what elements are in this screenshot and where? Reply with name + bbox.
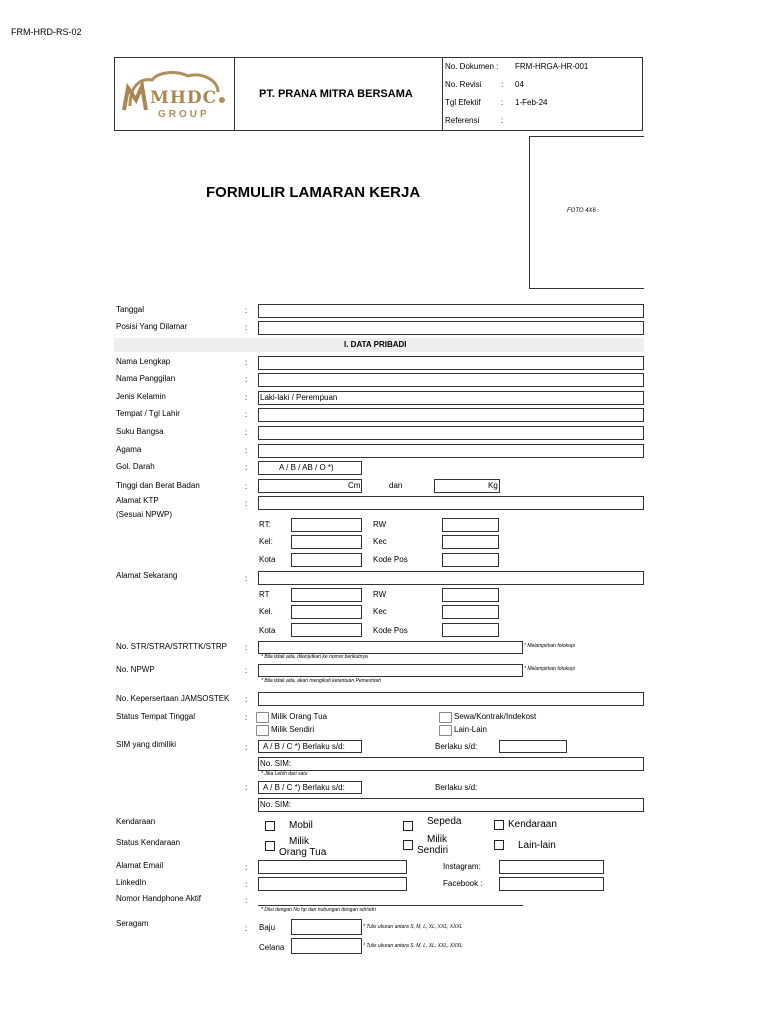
label-nama-panggilan: Nama Panggilan [116,374,176,383]
ktp-rw-input[interactable] [442,518,499,532]
option-kendaraan-sendiri-1: Milik [427,834,447,845]
label-str: No. STR/STRA/STRTTK/STRP [116,642,227,651]
ktp-kodepos-input[interactable] [442,553,499,567]
nama-panggilan-input[interactable] [258,373,644,387]
now-kec-input[interactable] [442,605,499,619]
str-fotokopi-note: * Melampirkan fotokopi [524,643,575,649]
checkbox-kendaraan-sendiri[interactable] [403,840,413,850]
celana-size-note: * Tulis ukuran antara S, M, L, XL, XXL, XXXL [363,943,463,949]
label-linkedin: LinkedIn [116,878,147,887]
baju-size-note: * Tulis ukuran antara S, M, L, XL, XXL, XXXL [363,924,463,930]
colon: : [245,499,248,508]
label-berlaku: Berlaku s/d: [435,742,478,751]
option-sewa: Sewa/Kontrak/Indekost [454,712,537,721]
option-kendaraan-lain: Lain-lain [518,840,556,851]
label-facebook: Facebook : [443,879,483,888]
now-rw-input[interactable] [442,588,499,602]
sim-type-field-2[interactable] [258,781,362,794]
baju-input[interactable] [291,919,362,935]
meta-label-dokumen: No. Dokumen : [445,62,499,71]
option-lain: Lain-Lain [454,725,487,734]
label-rt: RT [259,590,270,599]
colon: : [245,924,248,933]
instagram-input[interactable] [499,860,604,874]
meta-label-efektif: Tgl Efektif [445,98,481,107]
npwp-fotokopi-note: * Melampirkan fotokopi [524,666,575,672]
label-jenis-kelamin: Jenis Kelamin [116,392,166,401]
label-baju: Baju [259,923,276,932]
sim-type-field-1[interactable] [258,740,362,753]
photo-box[interactable] [529,136,644,289]
sim-berlaku-input-1[interactable] [499,740,567,753]
colon: : [245,713,248,722]
sim-type-text: A / B / C *) Berlaku s/d: [263,742,345,751]
label-berlaku: Berlaku s/d: [435,783,478,792]
label-ttl: Tempat / Tgl Lahir [116,409,180,418]
colon: : [245,428,248,437]
now-rt-input[interactable] [291,588,362,602]
suku-input[interactable] [258,426,644,440]
company-logo [118,66,230,124]
alamat-sekarang-input[interactable] [258,571,644,585]
nama-lengkap-input[interactable] [258,356,644,370]
form-code: FRM-HRD-RS-02 [11,27,82,37]
label-hp: Nomor Handphone Aktif [116,894,201,903]
checkbox-mobil[interactable] [265,821,275,831]
gol-darah-field[interactable] [258,461,362,475]
npwp-input[interactable] [258,664,523,677]
colon: : [245,643,248,652]
label-email: Alamat Email [116,861,164,870]
label-posisi: Posisi Yang Dilamar [116,322,188,331]
colon: : [245,880,248,889]
jenis-kelamin-field[interactable] [258,391,644,405]
logo-subtext: GROUP [158,109,210,120]
colon: : [245,666,248,675]
checkbox-kendaraan[interactable] [494,820,504,830]
logo-text: MHDC [150,88,218,108]
now-kota-input[interactable] [291,623,362,637]
option-sepeda: Sepeda [427,816,462,827]
label-kel: Kel. [259,607,273,616]
label-rt: RT: [259,520,271,529]
label-dan: dan [389,481,403,490]
label-status-tinggal: Status Tempat Tinggal [116,712,196,721]
header-table [114,57,643,131]
colon: : [245,695,248,704]
colon: : [245,410,248,419]
posisi-input[interactable] [258,321,644,335]
hp-note: * Diisi dengan No hp dan hubungan dengan sdr/sdri [261,907,376,913]
label-nama-lengkap: Nama Lengkap [116,357,171,366]
ktp-kota-input[interactable] [291,553,362,567]
label-kode-pos: Kode Pos [373,555,408,564]
label-instagram: Instagram: [443,862,481,871]
ttl-input[interactable] [258,408,644,422]
now-kodepos-input[interactable] [442,623,499,637]
tanggal-input[interactable] [258,304,644,318]
colon: : [245,783,248,792]
option-milik-ortu: Milik Orang Tua [271,712,328,721]
option-kendaraan-sendiri-2: Sendiri [417,845,449,856]
str-note: * Bila tidak ada, dilanjutkan ke nomor berikutnya [261,654,368,660]
meta-value-revisi: 04 [515,80,524,89]
no-sim-field-1[interactable] [258,757,644,771]
facebook-input[interactable] [499,877,604,891]
sim-type-text: A / B / C *) Berlaku s/d: [263,783,345,792]
checkbox-milik-sendiri[interactable] [256,725,269,736]
colon: : [245,393,248,402]
option-kendaraan-ortu-2: Orang Tua [279,847,327,858]
checkbox-kendaraan-lain[interactable] [494,840,504,850]
meta-label-referensi: Referensi [445,116,480,125]
label-seragam: Seragam [116,919,149,928]
checkbox-lain[interactable] [439,725,452,736]
option-kendaraan: Kendaraan [508,819,557,830]
colon: : [245,463,248,472]
label-status-kendaraan: Status Kendaraan [116,838,181,847]
sim-note: * Jika Lebih dari satu [261,771,308,777]
now-kel-input[interactable] [291,605,362,619]
str-input[interactable] [258,641,523,654]
ktp-kel-input[interactable] [291,535,362,549]
celana-input[interactable] [291,938,362,954]
label-alamat-ktp: Alamat KTP [116,496,159,505]
meta-sep: : [501,116,504,125]
tinggi-input[interactable] [258,479,362,493]
label-alamat-sekarang: Alamat Sekarang [116,571,178,580]
no-sim-field-2[interactable] [258,798,644,812]
berat-input[interactable] [434,479,500,493]
label-kel: Kel: [259,537,273,546]
meta-sep: : [501,98,504,107]
option-mobil: Mobil [289,820,313,831]
label-sim: SIM yang dimiliki [116,740,177,749]
npwp-note: * Bila tidak ada, akan mengikuti ketentuan Pemerintah [261,678,382,684]
colon: : [245,446,248,455]
meta-label-revisi: No. Revisi [445,80,482,89]
section-data-pribadi [114,338,644,352]
jamsostek-input[interactable] [258,692,644,706]
no-sim-label: No. SIM: [260,759,292,768]
colon: : [245,863,248,872]
colon: : [245,743,248,752]
colon: : [245,896,248,905]
form-title: FORMULIR LAMARAN KERJA [206,184,421,201]
label-tinggi-berat: Tinggi dan Berat Badan [116,481,200,490]
company-name: PT. PRANA MITRA BERSAMA [259,88,413,100]
no-sim-label: No. SIM: [260,800,292,809]
colon: : [245,482,248,491]
agama-input[interactable] [258,444,644,458]
colon: : [245,306,248,315]
label-kec: Kec [373,607,387,616]
section-title: I. DATA PRIBADI [344,340,407,349]
option-milik-sendiri: Milik Sendiri [271,725,315,734]
label-rw: RW [373,590,387,599]
colon: : [245,358,248,367]
colon: : [245,323,248,332]
hp-input-line[interactable] [258,905,523,906]
email-input[interactable] [258,860,407,874]
gol-darah-options: A / B / AB / O *) [279,463,334,472]
checkbox-sepeda[interactable] [403,821,413,831]
label-kendaraan: Kendaraan [116,817,156,826]
ktp-rt-input[interactable] [291,518,362,532]
jenis-kelamin-options: Laki-laki / Perempuan [260,393,338,402]
colon: : [245,375,248,384]
label-kota: Kota [259,626,276,635]
label-npwp: No. NPWP [116,665,155,674]
alamat-ktp-input[interactable] [258,496,644,510]
unit-cm: Cm [348,481,361,490]
label-gol-darah: Gol. Darah [116,462,155,471]
ktp-kec-input[interactable] [442,535,499,549]
label-kota: Kota [259,555,276,564]
linkedin-input[interactable] [258,877,407,891]
checkbox-kendaraan-ortu[interactable] [265,841,275,851]
meta-value-efektif: 1-Feb-24 [515,98,548,107]
label-suku: Suku Bangsa [116,427,164,436]
label-sesuai-npwp: (Sesuai NPWP) [116,510,173,519]
label-agama: Agama [116,445,142,454]
label-jamsostek: No. Kepersertaan JAMSOSTEK [116,694,230,703]
label-kode-pos: Kode Pos [373,626,408,635]
unit-kg: Kg [488,481,498,490]
checkbox-sewa[interactable] [439,712,452,723]
meta-sep: : [501,80,504,89]
label-kec: Kec [373,537,387,546]
option-kendaraan-ortu-1: Milik [289,836,309,847]
photo-label: FOTO 4X6 [567,208,596,214]
colon: : [245,574,248,583]
checkbox-milik-ortu[interactable] [256,712,269,723]
meta-value-dokumen: FRM-HRGA-HR-001 [515,62,589,71]
label-tanggal: Tanggal [116,305,145,314]
label-celana: Celana [259,943,285,952]
label-rw: RW [373,520,387,529]
